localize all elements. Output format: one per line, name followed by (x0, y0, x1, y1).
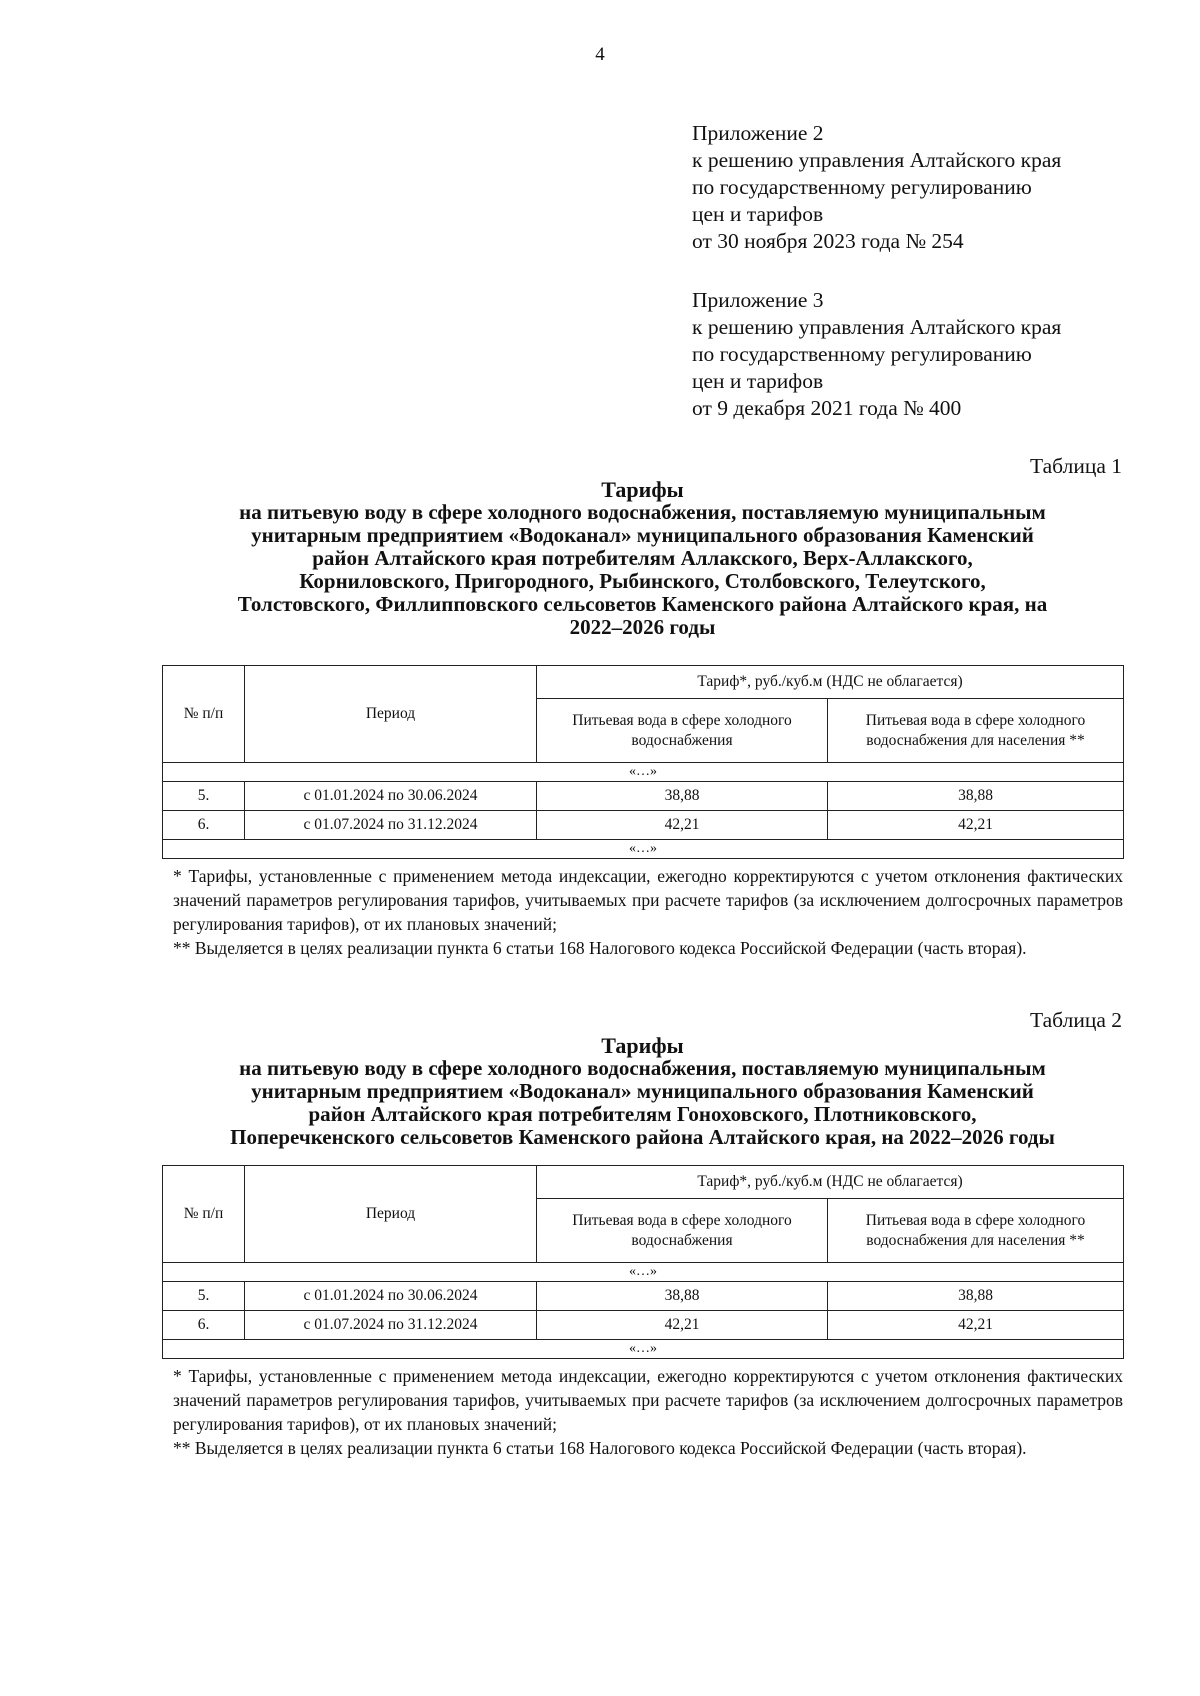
table-row (163, 782, 1124, 811)
table2-footnotes (173, 1364, 1123, 1460)
page-number: 4 (595, 44, 605, 65)
cell-water: 38,88 (537, 1282, 828, 1311)
cell-period: с 01.01.2024 по 30.06.2024 (245, 1282, 537, 1311)
header-water: Питьевая вода в сфере холодного водоснабжения (537, 699, 828, 763)
cell-num: 6. (163, 1311, 245, 1340)
appendix-3-header (692, 287, 1061, 422)
table2-label: Таблица 2 (1030, 1008, 1122, 1032)
appendix-line: от 9 декабря 2021 года № 400 (692, 396, 962, 420)
footnote-2: ** Выделяется в целях реализации пункта 6 статьи 168 Налогового кодекса Российской Федерации (часть вторая). (173, 938, 1027, 958)
tariff-table-1 (162, 665, 1124, 859)
title-line: на питьевую воду в сфере холодного водоснабжения, поставляемую муниципальным (239, 500, 1046, 524)
cell-water-population: 38,88 (828, 782, 1124, 811)
header-water: Питьевая вода в сфере холодного водоснабжения (537, 1199, 828, 1263)
appendix-2-header (692, 120, 1061, 255)
footnote-1: * Тарифы, установленные с применением метода индексации, ежегодно корректируются с учетом отклонения фактических значений параметров регулирования тарифов, учитываемых при расчете тарифов (за исключением долгосрочных параметров регулирования тарифов), от их плановых значений; (173, 1366, 1123, 1434)
cell-period: с 01.07.2024 по 31.12.2024 (245, 1311, 537, 1340)
table-row (163, 1282, 1124, 1311)
appendix-line: цен и тарифов (692, 369, 824, 393)
tariff-table-2 (162, 1165, 1124, 1359)
title-line: Толстовского, Филлипповского сельсоветов Каменского района Алтайского края, на (237, 592, 1048, 616)
header-tariff: Тариф*, руб./куб.м (НДС не облагается) (537, 666, 1124, 699)
title-line: унитарным предприятием «Водоканал» муниципального образования Каменский (251, 523, 1034, 547)
cell-water-population: 42,21 (828, 811, 1124, 840)
title-line: Корниловского, Пригородного, Рыбинского, Столбовского, Телеутского, (299, 569, 986, 593)
title-line: унитарным предприятием «Водоканал» муниципального образования Каменский (251, 1079, 1034, 1103)
appendix-line: Приложение 3 (692, 288, 824, 312)
header-tariff: Тариф*, руб./куб.м (НДС не облагается) (537, 1166, 1124, 1199)
header-num: № п/п (163, 1166, 245, 1263)
title-line: Поперечкенского сельсоветов Каменского района Алтайского края, на 2022–2026 годы (230, 1125, 1055, 1149)
cell-num: 5. (163, 782, 245, 811)
table1-label: Таблица 1 (1030, 454, 1122, 478)
appendix-line: к решению управления Алтайского края (692, 315, 1062, 339)
title-line: район Алтайского края потребителям Аллакского, Верх-Аллакского, (312, 546, 973, 570)
table1-title (160, 478, 1125, 639)
ellipsis-row: «…» (163, 1263, 1124, 1282)
title-head: Тарифы (601, 477, 684, 502)
table1-footnotes (173, 864, 1123, 960)
footnote-2: ** Выделяется в целях реализации пункта 6 статьи 168 Налогового кодекса Российской Федерации (часть вторая). (173, 1438, 1027, 1458)
appendix-line: от 30 ноября 2023 года № 254 (692, 229, 964, 253)
table2-title (160, 1034, 1125, 1149)
ellipsis-row: «…» (163, 763, 1124, 782)
appendix-line: по государственному регулированию (692, 175, 1032, 199)
appendix-line: к решению управления Алтайского края (692, 148, 1062, 172)
cell-period: с 01.01.2024 по 30.06.2024 (245, 782, 537, 811)
ellipsis-row: «…» (163, 1340, 1124, 1359)
footnote-1: * Тарифы, установленные с применением метода индексации, ежегодно корректируются с учетом отклонения фактических значений параметров регулирования тарифов, учитываемых при расчете тарифов (за исключением долгосрочных параметров регулирования тарифов), от их плановых значений; (173, 866, 1123, 934)
title-line: на питьевую воду в сфере холодного водоснабжения, поставляемую муниципальным (239, 1056, 1046, 1080)
cell-num: 6. (163, 811, 245, 840)
title-line: 2022–2026 годы (569, 615, 716, 639)
table-row (163, 1311, 1124, 1340)
table-row (163, 811, 1124, 840)
cell-water: 38,88 (537, 782, 828, 811)
ellipsis-row: «…» (163, 840, 1124, 859)
header-period: Период (245, 1166, 537, 1263)
cell-num: 5. (163, 1282, 245, 1311)
cell-water-population: 38,88 (828, 1282, 1124, 1311)
appendix-line: цен и тарифов (692, 202, 824, 226)
header-water-population: Питьевая вода в сфере холодного водоснабжения для населения ** (828, 699, 1124, 763)
cell-period: с 01.07.2024 по 31.12.2024 (245, 811, 537, 840)
appendix-line: по государственному регулированию (692, 342, 1032, 366)
cell-water-population: 42,21 (828, 1311, 1124, 1340)
header-period: Период (245, 666, 537, 763)
appendix-line: Приложение 2 (692, 121, 824, 145)
title-line: район Алтайского края потребителям Гоноховского, Плотниковского, (308, 1102, 977, 1126)
cell-water: 42,21 (537, 1311, 828, 1340)
header-water-population: Питьевая вода в сфере холодного водоснабжения для населения ** (828, 1199, 1124, 1263)
title-head: Тарифы (601, 1033, 684, 1058)
header-num: № п/п (163, 666, 245, 763)
cell-water: 42,21 (537, 811, 828, 840)
